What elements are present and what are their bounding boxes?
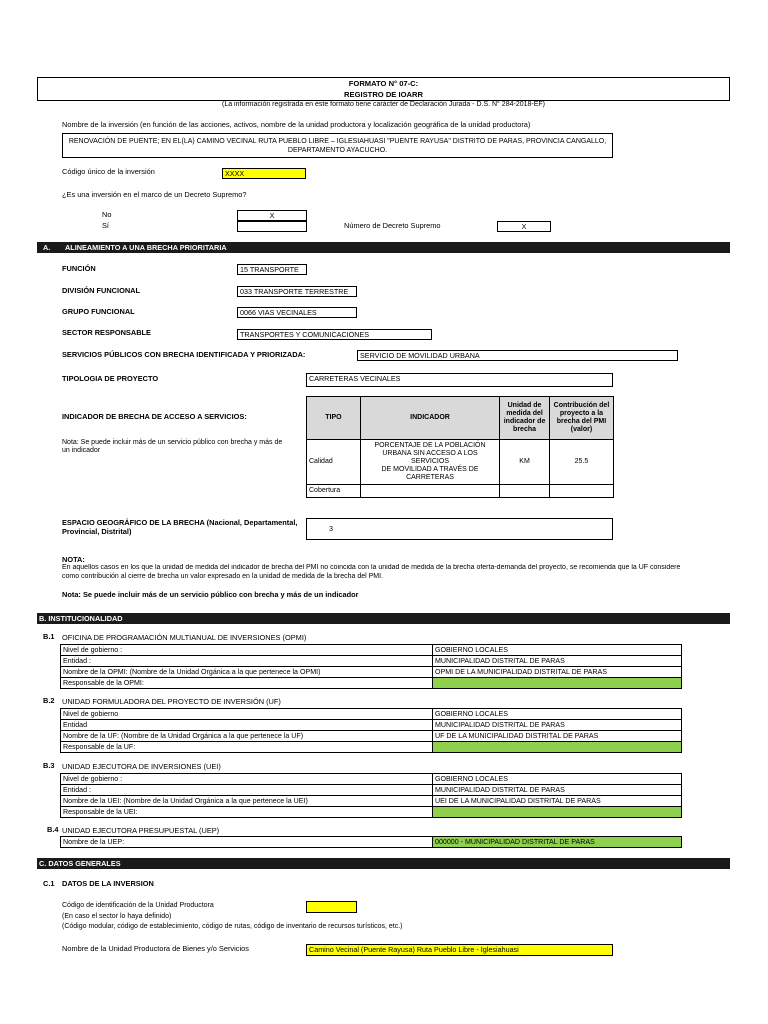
decree-number-field[interactable]: X bbox=[497, 221, 551, 232]
row1-indicador[interactable] bbox=[360, 440, 499, 485]
table-row bbox=[61, 837, 682, 848]
b3-row1-value[interactable]: MUNICIPALIDAD DISTRITAL DE PARAS bbox=[433, 785, 682, 796]
sector-field[interactable]: TRANSPORTES Y COMUNICACIONES bbox=[237, 329, 432, 340]
investment-name-label: Nombre de la inversión (en función de las acciones, activos, nombre de la unidad productora y localización geográfica de la unidad productora) bbox=[62, 120, 531, 129]
row1-ind-line3: DE MOVILIDAD A TRAVÉS DE bbox=[381, 466, 479, 473]
b4-table bbox=[60, 836, 682, 848]
header-contrib-line2: proyecto a la bbox=[559, 410, 604, 417]
tipologia-field[interactable]: CARRETERAS VECINALES bbox=[306, 373, 613, 387]
b4-title: UNIDAD EJECUTORA PRESUPUESTAL (UEP) bbox=[62, 826, 220, 835]
investment-name-line2: DEPARTAMENTO AYACUCHO. bbox=[287, 147, 388, 154]
header-contrib-line1: Contribución del bbox=[553, 402, 610, 409]
format-registro: REGISTRO DE IOARR bbox=[344, 90, 423, 99]
table-row bbox=[61, 678, 682, 689]
row1-valor[interactable]: 25.5 bbox=[549, 440, 613, 485]
indicador-label: INDICADOR DE BRECHA DE ACCESO A SERVICIOS: bbox=[62, 412, 247, 421]
indicator-table bbox=[306, 396, 614, 498]
table-row bbox=[61, 656, 682, 667]
tipologia-label: TIPOLOGIA DE PROYECTO bbox=[62, 374, 159, 383]
indicator-table-header bbox=[307, 397, 614, 440]
espacio-value: 3 bbox=[329, 524, 333, 533]
code-label: Código único de la inversión bbox=[62, 167, 155, 176]
table-row bbox=[61, 796, 682, 807]
funcion-field[interactable]: 15 TRANSPORTE bbox=[237, 264, 307, 275]
b1-row0-value[interactable]: GOBIERNO LOCALES bbox=[433, 645, 682, 656]
b3-row1-label: Entidad : bbox=[61, 785, 433, 796]
b1-row3-value[interactable] bbox=[433, 678, 682, 689]
header-contribucion bbox=[549, 397, 613, 440]
b2-row0-value[interactable]: GOBIERNO LOCALES bbox=[433, 709, 682, 720]
header-unidad-line2: medida del bbox=[506, 410, 543, 417]
table-row bbox=[61, 709, 682, 720]
indicador-note bbox=[62, 439, 282, 455]
row1-tipo: Calidad bbox=[307, 440, 361, 485]
b2-row1-value[interactable]: MUNICIPALIDAD DISTRITAL DE PARAS bbox=[433, 720, 682, 731]
b1-row2-value[interactable]: OPMI DE LA MUNICIPALIDAD DISTRITAL DE PARAS bbox=[433, 667, 682, 678]
no-label: No bbox=[102, 210, 112, 219]
investment-name-box bbox=[62, 133, 613, 158]
b3-table bbox=[60, 773, 682, 818]
nombre-up-field[interactable]: Camino Vecinal (Puente Rayusa) Ruta Pueblo Libre - Iglesiahuasi bbox=[306, 944, 613, 956]
header-contrib-line4: (valor) bbox=[570, 426, 593, 433]
servicios-field[interactable]: SERVICIO DE MOVILIDAD URBANA bbox=[357, 350, 678, 361]
division-label: DIVISIÓN FUNCIONAL bbox=[62, 286, 141, 295]
table-row bbox=[61, 667, 682, 678]
section-a-bar bbox=[37, 242, 730, 253]
nota-line1: En aquellos casos en los que la unidad de medida del indicador de brecha del PMI no coincida con la unidad de medida de la brecha oferta-demanda del proyecto, se recomienda que la UF considere bbox=[62, 564, 681, 571]
section-a-tag: A. bbox=[43, 243, 51, 252]
header-indicador: INDICADOR bbox=[360, 397, 499, 440]
si-field[interactable] bbox=[237, 221, 307, 232]
b4-row-value[interactable]: 000000 - MUNICIPALIDAD DISTRITAL DE PARAS bbox=[433, 837, 682, 848]
espacio-label bbox=[62, 519, 297, 536]
row2-valor[interactable] bbox=[549, 485, 613, 498]
b1-num: B.1 bbox=[43, 632, 55, 641]
espacio-field[interactable] bbox=[306, 518, 613, 540]
b1-row1-label: Entidad : bbox=[61, 656, 433, 667]
b2-row2-value[interactable]: UF DE LA MUNICIPALIDAD DISTRITAL DE PARAS bbox=[433, 731, 682, 742]
table-row bbox=[61, 731, 682, 742]
nota-line2: como contribución al cierre de brecha un valor expresado en la unidad de medida de la brecha del PMI. bbox=[62, 573, 384, 580]
b3-num: B.3 bbox=[43, 761, 55, 770]
section-a-title: ALINEAMIENTO A UNA BRECHA PRIORITARIA bbox=[65, 243, 227, 252]
b4-row-label: Nombre de la UEP: bbox=[61, 837, 433, 848]
no-field[interactable]: X bbox=[237, 210, 307, 221]
header-unidad-line3: indicador de bbox=[503, 418, 546, 425]
row1-ind-line2: URBANA SIN ACCESO A LOS SERVICIOS bbox=[382, 450, 478, 465]
b1-title: OFICINA DE PROGRAMACIÓN MULTIANUAL DE INVERSIONES (OPMI) bbox=[62, 633, 307, 642]
b3-row2-value[interactable]: UEI DE LA MUNICIPALIDAD DISTRITAL DE PARAS bbox=[433, 796, 682, 807]
table-row bbox=[307, 485, 614, 498]
nota-line3: Nota: Se puede incluir más de un servicio público con brecha y más de un indicador bbox=[62, 590, 359, 599]
indicador-note-line1: Nota: Se puede incluir más de un servicio público con brecha y más de bbox=[62, 439, 283, 446]
table-row bbox=[61, 720, 682, 731]
header-note: (La información registrada en este formato tiene carácter de Declaración Jurada - D.S. N° 284-2018-EF) bbox=[221, 101, 545, 108]
b1-table bbox=[60, 644, 682, 689]
espacio-label-line2: Provincial, Distrital) bbox=[62, 526, 132, 536]
nota-title: NOTA: bbox=[62, 555, 85, 564]
b2-row1-label: Entidad bbox=[61, 720, 433, 731]
c1-num: C.1 bbox=[43, 879, 55, 888]
code-field[interactable]: XXXX bbox=[222, 168, 306, 179]
format-title-box bbox=[37, 77, 730, 101]
header-tipo: TIPO bbox=[307, 397, 361, 440]
b1-row3-label: Responsable de la OPMI: bbox=[61, 678, 433, 689]
table-row bbox=[61, 774, 682, 785]
section-b-bar: B. INSTITUCIONALIDAD bbox=[37, 613, 730, 624]
table-row bbox=[61, 742, 682, 753]
row2-tipo: Cobertura bbox=[307, 485, 361, 498]
b2-row3-value[interactable] bbox=[433, 742, 682, 753]
row1-ind-line1: PORCENTAJE DE LA POBLACIÓN bbox=[374, 442, 486, 449]
decree-question: ¿Es una inversión en el marco de un Decreto Supremo? bbox=[62, 190, 247, 199]
nombre-up-label: Nombre de la Unidad Productora de Bienes y/o Servicios bbox=[62, 944, 249, 953]
b2-title: UNIDAD FORMULADORA DEL PROYECTO DE INVERSIÓN (UF) bbox=[62, 697, 281, 706]
header-unidad-line4: brecha bbox=[513, 426, 537, 433]
b3-row3-label: Responsable de la UEI: bbox=[61, 807, 433, 818]
b1-row1-value[interactable]: MUNICIPALIDAD DISTRITAL DE PARAS bbox=[433, 656, 682, 667]
table-row bbox=[307, 440, 614, 485]
b3-row3-value[interactable] bbox=[433, 807, 682, 818]
cod-label-line2: (En caso el sector lo haya definido) bbox=[62, 912, 172, 920]
b3-row2-label: Nombre de la UEI: (Nombre de la Unidad Orgánica a la que pertenece la UEI) bbox=[61, 796, 433, 807]
b2-table bbox=[60, 708, 682, 753]
decree-number-label: Número de Decreto Supremo bbox=[344, 221, 441, 230]
header-contrib-line3: brecha del PMI bbox=[556, 418, 607, 425]
table-row bbox=[61, 645, 682, 656]
servicios-label: SERVICIOS PÚBLICOS CON BRECHA IDENTIFICADA Y PRIORIZADA: bbox=[62, 350, 306, 359]
header-unidad-line1: Unidad de bbox=[507, 402, 542, 409]
investment-name-line1: RENOVACIÓN DE PUENTE; EN EL(LA) CAMINO VECINAL RUTA PUEBLO LIBRE – IGLESIAHUASI "PUENTE RAYUSA" DISTRITO DE PARAS, PROVINCIA CANGALLO, bbox=[68, 138, 607, 145]
indicador-note-line2: un indicador bbox=[62, 447, 101, 455]
b2-num: B.2 bbox=[43, 696, 55, 705]
b3-row0-value[interactable]: GOBIERNO LOCALES bbox=[433, 774, 682, 785]
b1-row2-label: Nombre de la OPMI: (Nombre de la Unidad Orgánica a la que pertenece la OPMI) bbox=[61, 667, 433, 678]
b2-row2-label: Nombre de la UF: (Nombre de la Unidad Orgánica a la que pertenece la UF) bbox=[61, 731, 433, 742]
c1-title: DATOS DE LA INVERSION bbox=[62, 879, 154, 888]
section-c-bar: C. DATOS GENERALES bbox=[37, 858, 730, 869]
sector-label: SECTOR RESPONSABLE bbox=[62, 328, 151, 337]
table-row bbox=[61, 807, 682, 818]
b3-row0-label: Nivel de gobierno : bbox=[61, 774, 433, 785]
si-label: Sí bbox=[102, 221, 109, 230]
row2-indicador[interactable] bbox=[360, 485, 499, 498]
b2-row3-label: Responsable de la UF: bbox=[61, 742, 433, 753]
b4-num: B.4 bbox=[47, 825, 59, 834]
format-number: FORMATO N° 07-C: bbox=[348, 79, 419, 88]
row1-ind-line4: CARRETERAS bbox=[406, 474, 454, 481]
b1-row0-label: Nivel de gobierno : bbox=[61, 645, 433, 656]
espacio-label-line1: ESPACIO GEOGRÁFICO DE LA BRECHA (Nacional, Departamental, bbox=[62, 518, 298, 527]
row2-unidad[interactable] bbox=[500, 485, 550, 498]
b3-title: UNIDAD EJECUTORA DE INVERSIONES (UEI) bbox=[62, 762, 221, 771]
cod-label-line3: (Código modular, código de establecimiento, código de rutas, código de inventario de recursos turísticos, etc.) bbox=[62, 923, 403, 930]
table-row bbox=[61, 785, 682, 796]
cod-label-line1: Código de identificación de la Unidad Productora bbox=[62, 902, 214, 909]
grupo-label: GRUPO FUNCIONAL bbox=[62, 307, 135, 316]
funcion-label: FUNCIÓN bbox=[62, 264, 96, 273]
grupo-field[interactable]: 0066 VIAS VECINALES bbox=[237, 307, 357, 318]
b2-row0-label: Nivel de gobierno bbox=[61, 709, 433, 720]
cod-field[interactable] bbox=[306, 901, 357, 913]
row1-unidad[interactable]: KM bbox=[500, 440, 550, 485]
division-field[interactable]: 033 TRANSPORTE TERRESTRE bbox=[237, 286, 357, 297]
header-unidad bbox=[500, 397, 550, 440]
